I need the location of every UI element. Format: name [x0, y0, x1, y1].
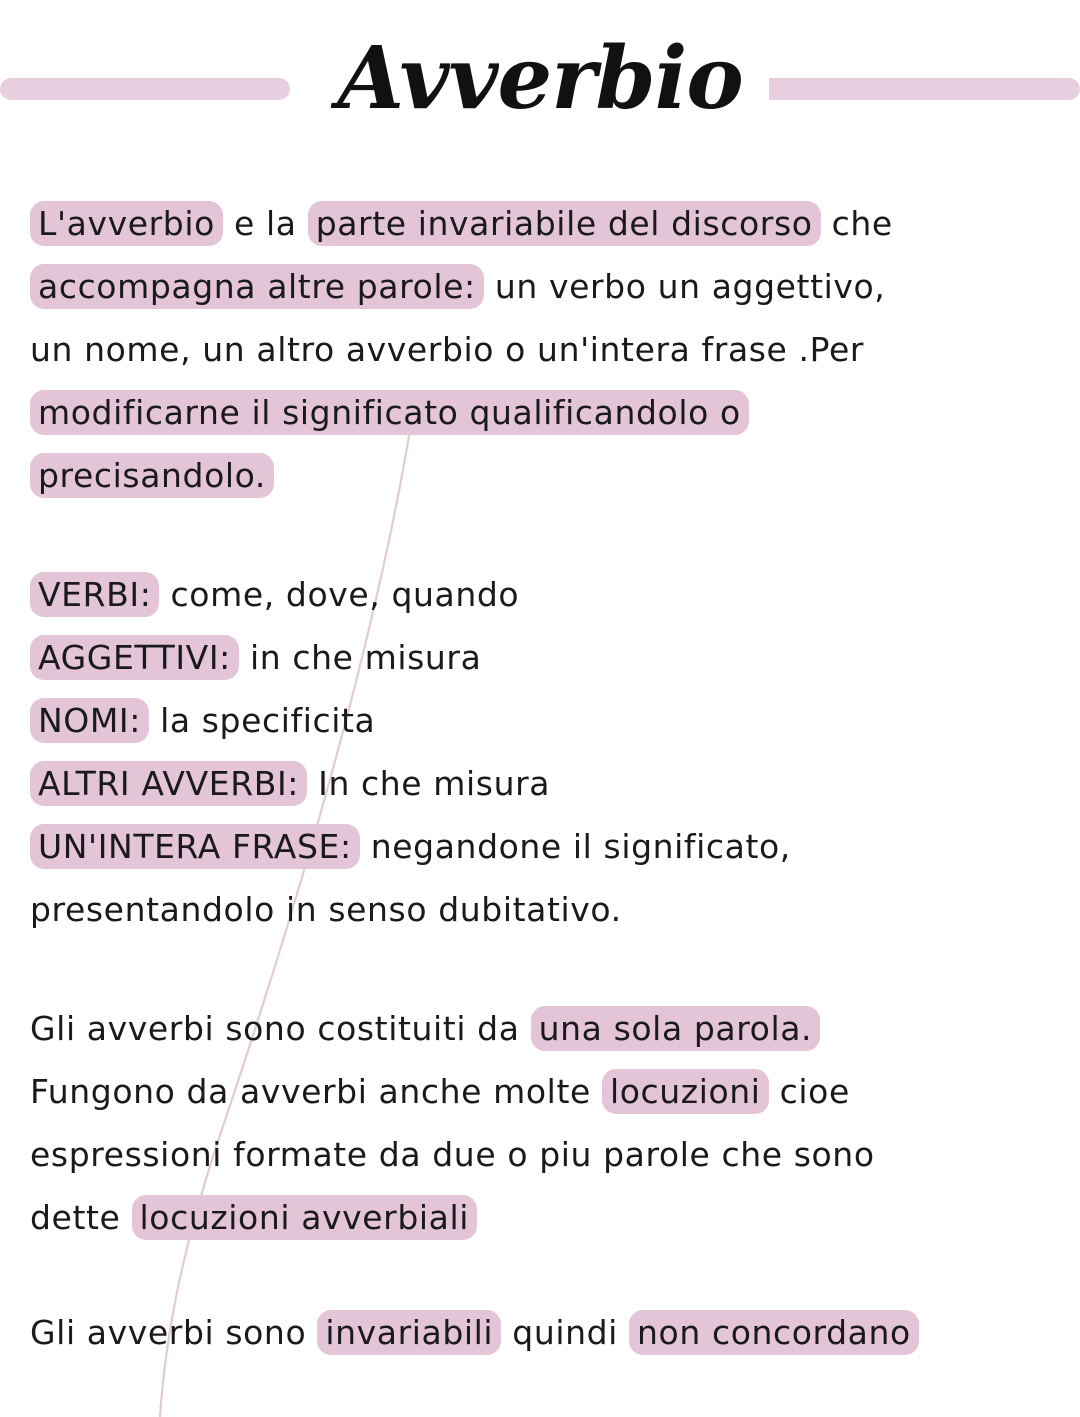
- category-list-tail: presentandolo in senso dubitativo.: [30, 890, 622, 929]
- invariability-line-1: [30, 1301, 1050, 1364]
- invariability-paragraph: [30, 1301, 1050, 1364]
- composition-hl-una-sola-parola: una sola parola.: [531, 1006, 821, 1051]
- composition-line-3: espressioni formate da due o piu parole che sono: [30, 1135, 875, 1174]
- invariability-text-mid: quindi: [501, 1313, 630, 1352]
- composition-paragraph: [30, 997, 1050, 1249]
- composition-text-2-end: cioe: [768, 1072, 850, 1111]
- invariability-hl-non-concordano: non concordano: [629, 1310, 919, 1355]
- composition-text-1: Gli avverbi sono costituiti da: [30, 1009, 531, 1048]
- definition-hl-accompagna: accompagna altre parole:: [30, 264, 484, 309]
- category-label-verbi: VERBI:: [30, 572, 159, 617]
- category-value-verbi: come, dove, quando: [170, 575, 520, 614]
- definition-hl-avverbio: L'avverbio: [30, 201, 223, 246]
- page-header: [0, 0, 1080, 170]
- definition-text-mid: e la: [222, 204, 308, 243]
- definition-line2-tail: un verbo un aggettivo,: [483, 267, 886, 306]
- category-label-aggettivi: AGGETTIVI:: [30, 635, 239, 680]
- category-value-altri-avverbi: In che misura: [318, 764, 551, 803]
- definition-line-1: [30, 192, 1050, 255]
- composition-hl-locuzioni: locuzioni: [602, 1069, 769, 1114]
- invariability-hl-invariabili: invariabili: [317, 1310, 501, 1355]
- definition-line-3: un nome, un altro avverbio o un'intera frase .Per: [30, 330, 865, 369]
- category-value-intera-frase: negandone il significato,: [370, 827, 791, 866]
- list-item: [30, 815, 1050, 878]
- title-rule-left: [0, 78, 290, 100]
- category-value-aggettivi: in che misura: [249, 638, 482, 677]
- definition-line-4: [30, 381, 1050, 444]
- category-label-altri-avverbi: ALTRI AVVERBI:: [30, 761, 307, 806]
- composition-text-2: Fungono da avverbi anche molte: [30, 1072, 602, 1111]
- list-item: [30, 752, 1050, 815]
- spacer-2: [30, 941, 1050, 997]
- category-list: [30, 563, 1050, 941]
- definition-line-2: [30, 255, 1050, 318]
- spacer-1: [30, 507, 1050, 563]
- list-item: [30, 563, 1050, 626]
- composition-line-2: [30, 1060, 1050, 1123]
- definition-paragraph: [30, 192, 1050, 507]
- invariability-text-1: Gli avverbi sono: [30, 1313, 318, 1352]
- category-label-nomi: NOMI:: [30, 698, 149, 743]
- list-item: [30, 689, 1050, 752]
- composition-line-1: [30, 997, 1050, 1060]
- composition-hl-locuzioni-avverbiali: locuzioni avverbiali: [132, 1195, 478, 1240]
- definition-hl-modificarne: modificarne il significato qualificandolo o: [30, 390, 749, 435]
- definition-line-5: [30, 444, 1050, 507]
- title-rule-right: [730, 78, 1080, 100]
- category-value-nomi: la specificita: [160, 701, 376, 740]
- note-body: [0, 170, 1080, 1364]
- definition-hl-precisandolo: precisandolo.: [30, 453, 274, 498]
- category-label-intera-frase: UN'INTERA FRASE:: [30, 824, 360, 869]
- list-item: [30, 626, 1050, 689]
- spacer-3: [30, 1249, 1050, 1301]
- page-title: Avverbio: [311, 36, 768, 122]
- composition-line-4: [30, 1186, 1050, 1249]
- definition-hl-parte-invariabile: parte invariabile del discorso: [308, 201, 821, 246]
- composition-text-4: dette: [30, 1198, 132, 1237]
- definition-text-end: che: [820, 204, 893, 243]
